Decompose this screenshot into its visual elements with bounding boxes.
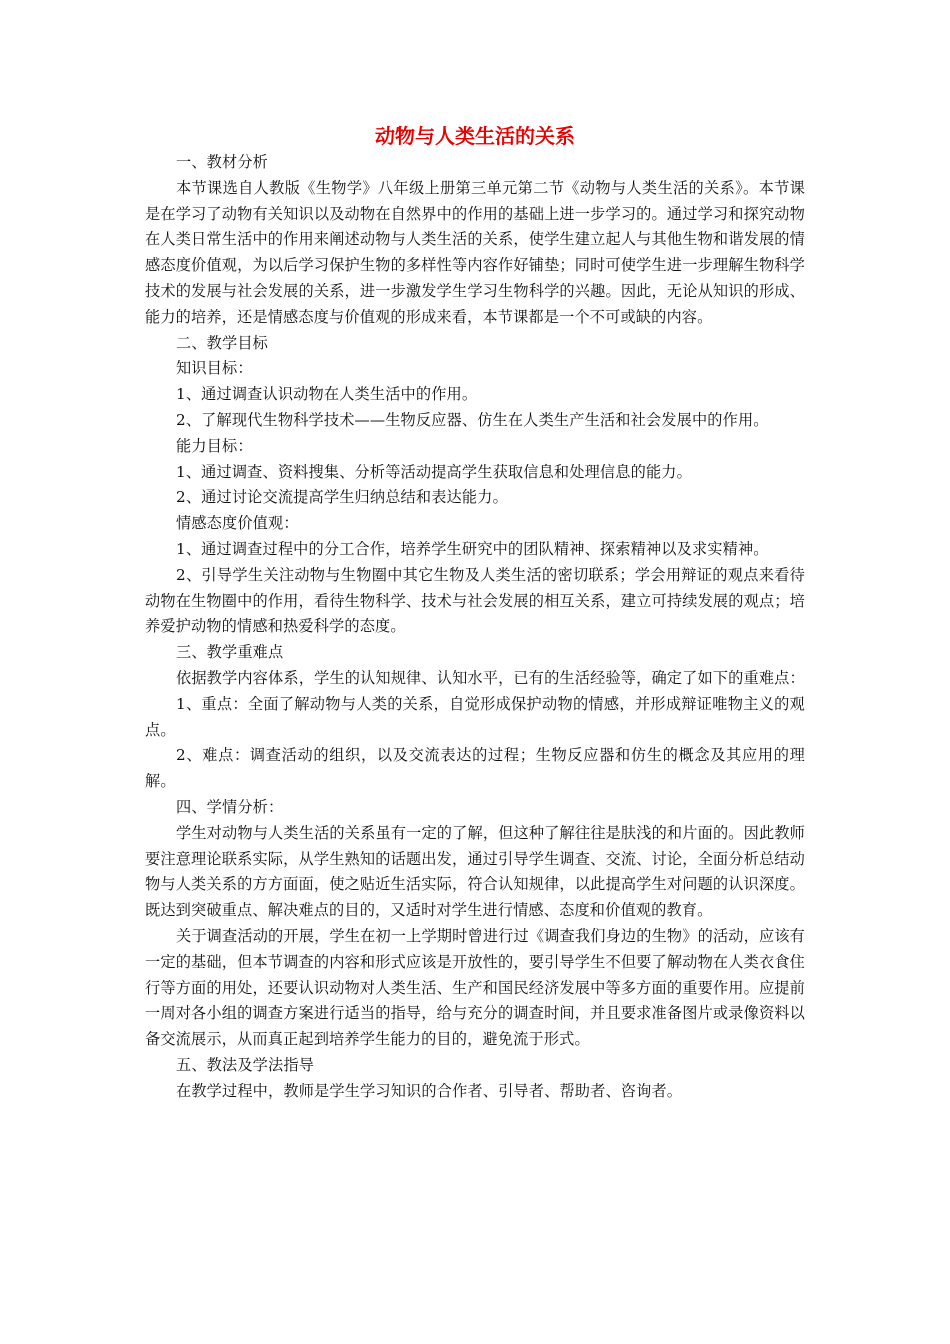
subheading-knowledge-goals: 知识目标： (176, 359, 253, 378)
section-heading-key-points: 三、教学重难点 (176, 643, 284, 662)
paragraph-key-points-intro: 依据教学内容体系，学生的认知规律、认知水平，已有的生活经验等，确定了如下的重难点： (176, 668, 805, 687)
section-heading-student-analysis: 四、学情分析： (176, 797, 284, 816)
document-title: 动物与人类生活的关系 (375, 124, 575, 148)
difficult-point: 2、难点：调查活动的组织，以及交流表达的过程；生物反应器和仿生的概念及其应用的理解。 (145, 746, 805, 791)
paragraph-student-analysis-2: 关于调查活动的开展，学生在初一上学期时曾进行过《调查我们身边的生物》的活动，应该有一定的基础，但本节调查的内容和形式应该是开放性的，要引导学生不但要了解动物在人类衣食住行等方面的用处，还要认识动物对人类生活、生产和国民经济发展中等多方面的重要作用。应提前一周对各小组的调查方案进行适当的指导，给与充分的调查时间，并且要求准备图片或录像资料以备交流展示，从而真正起到培养学生能力的目的，避免流于形式。 (145, 926, 805, 1049)
key-point: 1、重点：全面了解动物与人类的关系，自觉形成保护动物的情感，并形成辩证唯物主义的观点。 (145, 694, 805, 739)
paragraph-student-analysis-1: 学生对动物与人类生活的关系虽有一定的了解，但这种了解往往是肤浅的和片面的。因此教师要注意理论联系实际，从学生熟知的话题出发，通过引导学生调查、交流、讨论，全面分析总结动物与人类关系的方方面面，使之贴近生活实际，符合认知规律，以此提高学生对问题的认识深度。既达到突破重点、解决难点的目的，又适时对学生进行情感、态度和价值观的教育。 (145, 823, 805, 920)
knowledge-goal-1: 1、通过调查认识动物在人类生活中的作用。 (176, 385, 478, 404)
knowledge-goal-2: 2、了解现代生物科学技术——生物反应器、仿生在人类生产生活和社会发展中的作用。 (176, 410, 769, 429)
subheading-ability-goals: 能力目标： (176, 436, 253, 455)
section-heading-textbook-analysis: 一、教材分析 (176, 153, 269, 171)
ability-goal-2: 2、通过讨论交流提高学生归纳总结和表达能力。 (176, 488, 508, 507)
paragraph-teaching-methods: 在教学过程中，教师是学生学习知识的合作者、引导者、帮助者、咨询者。 (176, 1081, 683, 1100)
document-body (145, 150, 805, 1104)
emotion-goal-1: 1、通过调查过程中的分工合作，培养学生研究中的团队精神、探索精神以及求实精神。 (176, 539, 769, 558)
paragraph-textbook-analysis: 本节课选自人教版《生物学》八年级上册第三单元第二节《动物与人类生活的关系》。本节课是在学习了动物有关知识以及动物在自然界中的作用的基础上进一步学习的。通过学习和探究动物在人类日常生活中的作用来阐述动物与人类生活的关系，使学生建立起人与其他生物和谐发展的情感态度价值观，为以后学习保护生物的多样性等内容作好铺垫；同时可使学生进一步理解生物科学技术的发展与社会发展的关系，进一步激发学生学习生物科学的兴趣。因此，无论从知识的形成、能力的培养，还是情感态度与价值观的形成来看，本节课都是一个不可或缺的内容。 (145, 178, 805, 326)
emotion-goal-2: 2、引导学生关注动物与生物圈中其它生物及人类生活的密切联系；学会用辩证的观点来看待动物在生物圈中的作用，看待生物科学、技术与社会发展的相互关系，建立可持续发展的观点；培养爱护动物的情感和热爱科学的态度。 (145, 565, 805, 636)
ability-goal-1: 1、通过调查、资料搜集、分析等活动提高学生获取信息和处理信息的能力。 (176, 462, 692, 481)
section-heading-teaching-goals: 二、教学目标 (176, 333, 269, 352)
subheading-emotion-goals: 情感态度价值观： (176, 514, 299, 533)
section-heading-teaching-methods: 五、教法及学法指导 (176, 1055, 315, 1074)
